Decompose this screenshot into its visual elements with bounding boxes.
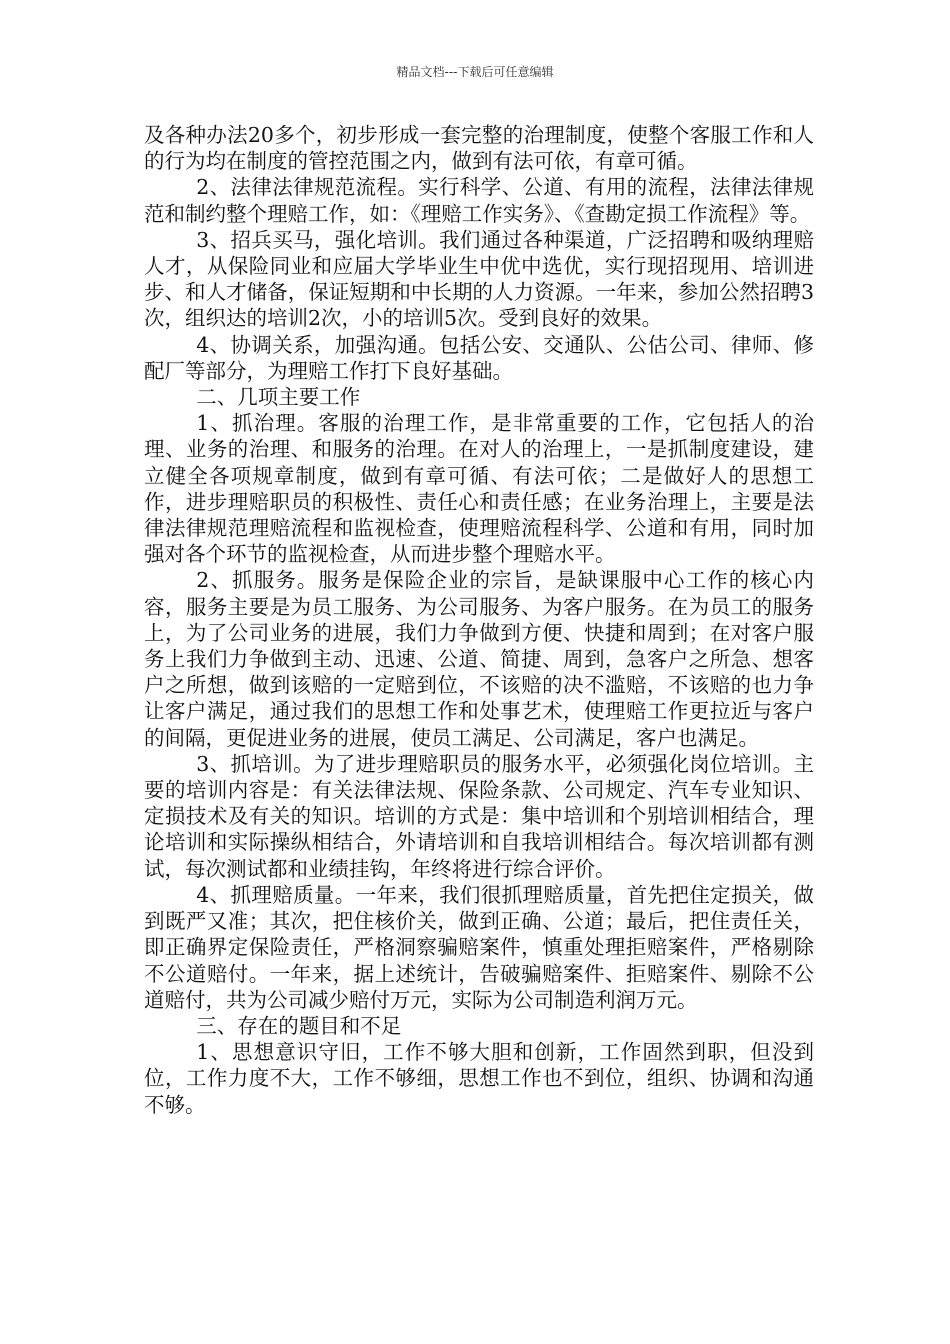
paragraph-7: 2、抓服务。服务是保险企业的宗旨，是缺课服中心工作的核心内容，服务主要是为员工服务、为公司服务、为客户服务。在为员工的服务上，为了公司业务的进展，我们力争做到方便、快捷和周到；在对客户服务上我们力争做到主动、迅速、公道、简捷、周到，急客户之所急、想客户之所想，做到该赔的一定赔到位，不该赔的决不滥赔，不该赔的也力争让客户满足，通过我们的思想工作和处事艺术，使理赔工作更拉近与客户的间隔，更促进业务的进展，使员工满足、公司满足，客户也满足。 (144, 568, 814, 750)
paragraph-9: 4、抓理赔质量。一年来，我们很抓理赔质量，首先把住定损关，做到既严又准；其次，把住核价关，做到正确、公道；最后，把住责任关，即正确界定保险责任，严格洞察骗赔案件，慎重处理拒赔案件，严格剔除不公道赔付。一年来，据上述统计，告破骗赔案件、拒赔案件、剔除不公道赔付，共为公司减少赔付万元，实际为公司制造利润万元。 (144, 882, 814, 1012)
paragraph-2: 2、法律法律规范流程。实行科学、公道、有用的流程，法律法律规范和制约整个理赔工作，如：《理赔工作实务》、《查勘定损工作流程》等。 (144, 175, 814, 226)
document-body (144, 122, 814, 1118)
paragraph-4: 4、协调关系，加强沟通。包括公安、交通队、公估公司、律师、修配厂等部分，为理赔工作打下良好基础。 (144, 332, 814, 383)
section-heading-3: 三、存在的题目和不足 (196, 1013, 402, 1038)
page-header: 精品文档---下载后可任意编辑 (396, 65, 554, 79)
paragraph-6: 1、抓治理。客服的治理工作，是非常重要的工作，它包括人的治理、业务的治理、和服务的治理。在对人的治理上，一是抓制度建设，建立健全各项规章制度，做到有章可循、有法可依；二是做好人的思想工作，进步理赔职员的积极性、责任心和责任感；在业务治理上，主要是法律法律规范理赔流程和监视检查，使理赔流程科学、公道和有用，同时加强对各个环节的监视检查，从而进步整个理赔水平。 (144, 411, 814, 567)
paragraph-11: 1、思想意识守旧，工作不够大胆和创新，工作固然到职，但没到位，工作力度不大，工作不够细，思想工作也不到位，组织、协调和沟通不够。 (144, 1040, 814, 1117)
paragraph-3: 3、招兵买马，强化培训。我们通过各种渠道，广泛招聘和吸纳理赔人才，从保险同业和应届大学毕业生中优中选优，实行现招现用、培训进步、和人才储备，保证短期和中长期的人力资源。一年来，参加公然招聘3次，组织达的培训2次，小的培训5次。受到良好的效果。 (144, 227, 814, 331)
paragraph-8: 3、抓培训。为了进步理赔职员的服务水平，必须强化岗位培训。主要的培训内容是：有关法律法规、保险条款、公司规定、汽车专业知识、定损技术及有关的知识。培训的方式是：集中培训和个别培训相结合，理论培训和实际操纵相结合，外请培训和自我培训相结合。每次培训都有测试，每次测试都和业绩挂钩，年终将进行综合评价。 (144, 751, 814, 881)
paragraph-1: 及各种办法20多个，初步形成一套完整的治理制度，使整个客服工作和人的行为均在制度的管控范围之内，做到有法可依，有章可循。 (144, 123, 814, 174)
section-heading-2: 二、几项主要工作 (196, 385, 361, 410)
